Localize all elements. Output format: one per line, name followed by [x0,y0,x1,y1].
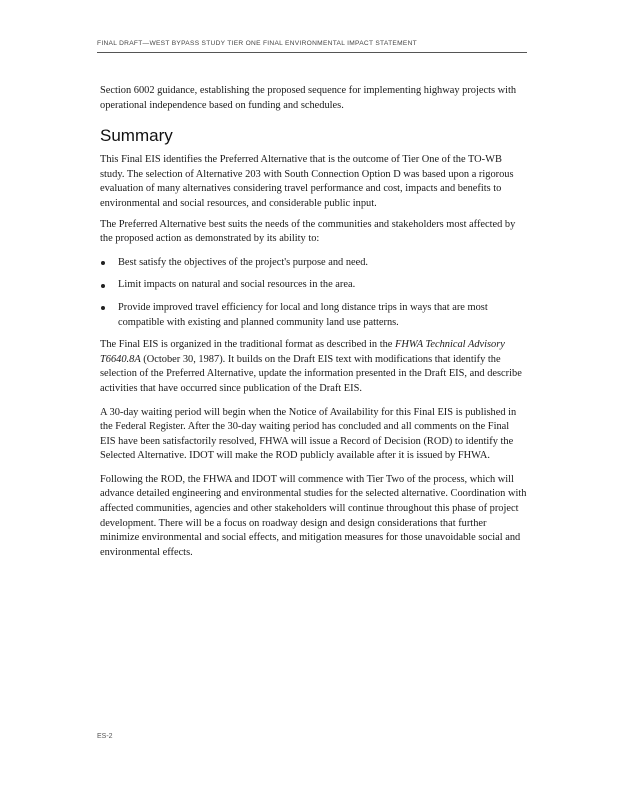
p3-text-after: (October 30, 1987). It builds on the Draft EIS text with modifications that identify the selection of the Preferred Alternative, update the information presented in the Draft EIS, and describe activities that have occurred since publication of the Draft EIS. [100,353,522,394]
summary-paragraph-1: This Final EIS identifies the Preferred Alternative that is the outcome of Tier One of the TO-WB study. The selection of Alternative 203 with South Connection Option D was based upon a rigorous evaluation of many alternatives considering travel performance and cost, impacts and benefits to environmental and social resources, and considerable public input. [100,154,514,209]
intro-paragraph: Section 6002 guidance, establishing the proposed sequence for implementing highway projects with operational independence based on funding and schedules. [100,85,517,111]
list-item: Limit impacts on natural and social resources in the area. [100,278,527,293]
summary-paragraph-4: A 30-day waiting period will begin when the Notice of Availability for this Final EIS is published in the Federal Register. After the 30-day waiting period has concluded and all comments on the Final EIS have been satisfactorily resolved, FHWA will issue a Record of Decision (ROD) to identify the Selected Alternative. IDOT will make the ROD publicly available after it is issued by FHWA. [100,406,517,462]
section-heading-summary: Summary [100,126,173,146]
technical-advisory-citation: FHWA Technical Advisory T6640.8A [100,339,505,365]
summary-paragraph-3 [100,338,527,396]
header-rule [97,52,527,53]
p3-text-before: The Final EIS is organized in the traditional format as described in the [100,339,395,351]
summary-paragraph-2: The Preferred Alternative best suits the needs of the communities and stakeholders most affected by the proposed action as demonstrated by its ability to: [100,218,516,245]
running-header: FINAL DRAFT—WEST BYPASS STUDY TIER ONE FINAL ENVIRONMENTAL IMPACT STATEMENT [97,40,417,47]
page-body [100,84,527,569]
page-number: ES-2 [97,733,113,740]
list-item: Best satisfy the objectives of the project's purpose and need. [100,256,527,271]
summary-paragraph-5: Following the ROD, the FHWA and IDOT will commence with Tier Two of the process, which will advance detailed engineering and environmental studies for the selected alternative. Coordination with affected communities, agencies and other stakeholders will continue throughout this phase of project development. There will be a focus on roadway design and design considerations that further minimize environmental and social effects, and mitigation measures for those unavoidable social and environmental effects. [100,473,527,558]
objectives-list [100,256,527,330]
list-item: Provide improved travel efficiency for local and long distance trips in ways that are most compatible with existing and planned community land use patterns. [100,301,527,330]
